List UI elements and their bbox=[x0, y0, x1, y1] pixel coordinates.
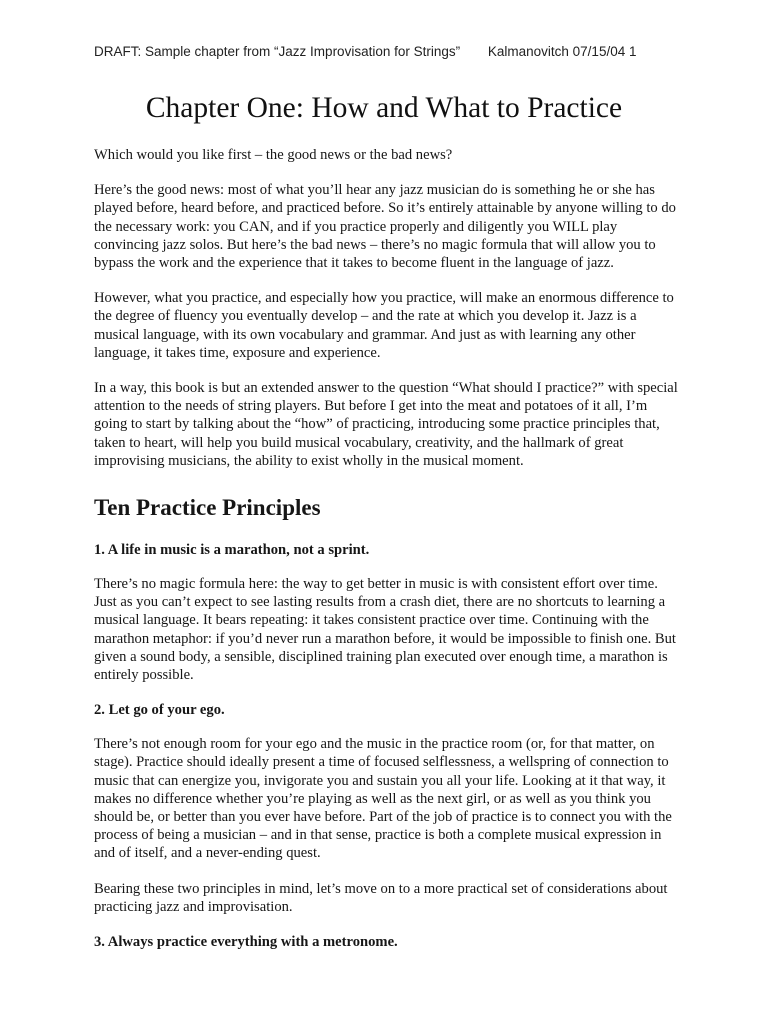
intro-paragraph-1: Which would you like first – the good news or the bad news? bbox=[94, 147, 453, 163]
page-header bbox=[94, 44, 734, 59]
author-date-page: Kalmanovitch 07/15/04 1 bbox=[487, 44, 637, 59]
intro-paragraph-3: However, what you practice, and especially how you practice, will make an enormous difference to the degree of fluency you eventually develop – and the rate at which you develop it. Jazz is a musical language, with its own vocabulary and grammar. And just as with learning any other language, it takes time, exposure and experience. bbox=[94, 290, 674, 361]
bridge-paragraph: Bearing these two principles in mind, let’s move on to a more practical set of considerations about practicing jazz and improvisation. bbox=[94, 880, 668, 915]
principle-1-paragraph: There’s no magic formula here: the way to get better in music is with consistent effort over time. Just as you can’t expect to see lasting results from a crash diet, there are no shortcuts to learning a musical language. It bears repeating: it takes consistent practice over time. Continuing with the marathon metaphor: if you’d never run a marathon before, it would be impossible to finish one. But given a sound body, a sensible, disciplined training plan executed over enough time, a marathon is entirely possible. bbox=[94, 576, 676, 684]
intro-paragraph-2: Here’s the good news: most of what you’ll hear any jazz musician do is something he or she has played before, heard before, and practiced before. So it’s entirely attainable by anyone willing to do the necessary work: you CAN, and if you practice properly and diligently you WILL play convincing jazz solos. But here’s the bad news – there’s no magic formula that will allow you to bypass the work and the experience that it takes to become fluent in the language of jazz. bbox=[94, 182, 676, 272]
section-heading: Ten Practice Principles bbox=[94, 495, 321, 521]
document-body bbox=[94, 146, 684, 967]
principle-2-heading: 2. Let go of your ego. bbox=[94, 702, 225, 719]
intro-paragraph-4: In a way, this book is but an extended answer to the question “What should I practice?” with special attention to the needs of string players. But before I get into the meat and potatoes of it all, I’m going to start by talking about the “how” of practicing, introducing some practice principles that, taken to heart, will help you build musical vocabulary, creativity, and the hallmark of great improvising musicians, the ability to exist wholly in the musical moment. bbox=[94, 380, 678, 469]
principle-2-paragraph: There’s not enough room for your ego and the music in the practice room (or, for that matter, on stage). Practice should ideally present a time of focused selflessness, a wellspring of connection to music that can energize you, invigorate you and sustain you all your life. Looking at it that way, it makes no difference whether you’re playing as well as the next girl, or as well as you think you should be, or better than you ever have before. Part of the job of practice is to connect you with the process of being a musician – and in that sense, practice is both a complete musical expression in and of itself, and a never-ending quest. bbox=[94, 736, 672, 862]
draft-label: DRAFT: Sample chapter from “Jazz Improvisation for Strings” bbox=[94, 44, 461, 59]
principle-1-heading: 1. A life in music is a marathon, not a sprint. bbox=[94, 542, 370, 559]
chapter-title: Chapter One: How and What to Practice bbox=[145, 92, 623, 124]
principle-3-heading: 3. Always practice everything with a metronome. bbox=[94, 934, 398, 951]
